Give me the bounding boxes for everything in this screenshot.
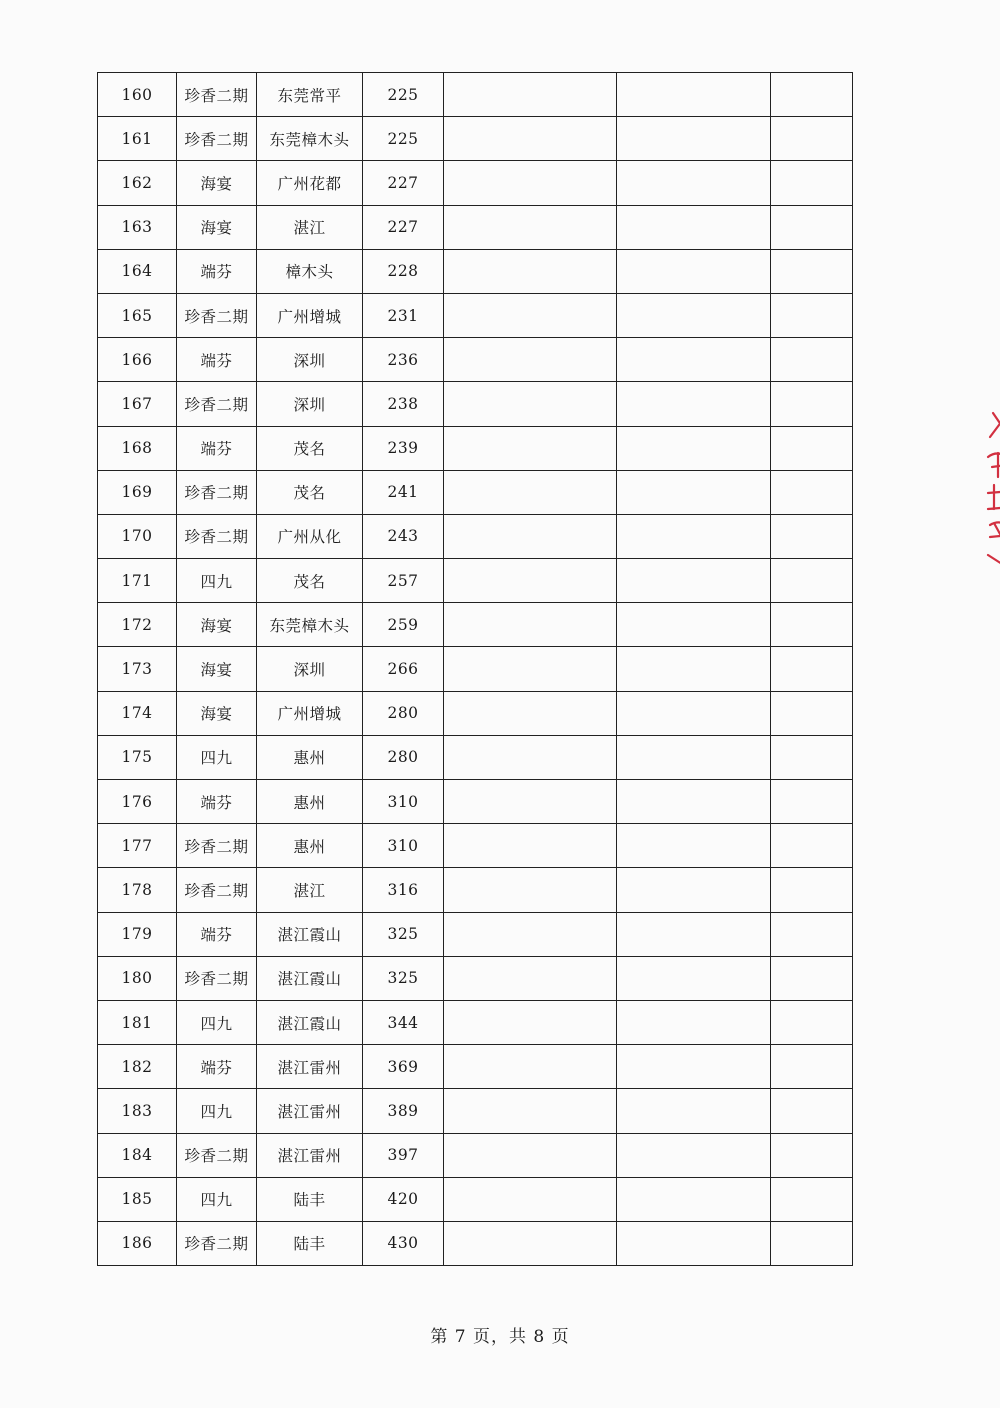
variety-cell: 海宴 xyxy=(177,603,257,647)
empty-cell-2 xyxy=(617,426,771,470)
row-number-cell: 176 xyxy=(98,780,177,824)
table-row xyxy=(98,1133,853,1177)
variety-cell: 端芬 xyxy=(177,1045,257,1089)
empty-cell-1 xyxy=(444,824,617,868)
variety-cell: 四九 xyxy=(177,559,257,603)
table-row xyxy=(98,559,853,603)
data-table xyxy=(97,72,853,1266)
empty-cell-3 xyxy=(771,117,853,161)
variety-cell: 端芬 xyxy=(177,249,257,293)
table-row xyxy=(98,514,853,558)
empty-cell-2 xyxy=(617,1089,771,1133)
table-row xyxy=(98,780,853,824)
table-row xyxy=(98,338,853,382)
row-number-cell: 162 xyxy=(98,161,177,205)
row-number-cell: 169 xyxy=(98,470,177,514)
table-row xyxy=(98,1045,853,1089)
empty-cell-3 xyxy=(771,912,853,956)
empty-cell-2 xyxy=(617,1133,771,1177)
red-seal-stamp xyxy=(968,405,1000,575)
empty-cell-2 xyxy=(617,1177,771,1221)
empty-cell-3 xyxy=(771,161,853,205)
distance-cell: 316 xyxy=(363,868,444,912)
table-row xyxy=(98,647,853,691)
empty-cell-1 xyxy=(444,470,617,514)
empty-cell-2 xyxy=(617,735,771,779)
empty-cell-1 xyxy=(444,426,617,470)
distance-cell: 325 xyxy=(363,912,444,956)
distance-cell: 243 xyxy=(363,514,444,558)
table-row xyxy=(98,691,853,735)
row-number-cell: 160 xyxy=(98,73,177,117)
place-cell: 深圳 xyxy=(257,338,363,382)
empty-cell-2 xyxy=(617,956,771,1000)
row-number-cell: 165 xyxy=(98,293,177,337)
empty-cell-2 xyxy=(617,205,771,249)
place-cell: 湛江霞山 xyxy=(257,1000,363,1044)
table-body xyxy=(98,73,853,1266)
empty-cell-1 xyxy=(444,912,617,956)
row-number-cell: 185 xyxy=(98,1177,177,1221)
distance-cell: 227 xyxy=(363,161,444,205)
table-row xyxy=(98,470,853,514)
empty-cell-2 xyxy=(617,1000,771,1044)
variety-cell: 海宴 xyxy=(177,205,257,249)
distance-cell: 430 xyxy=(363,1221,444,1265)
table-row xyxy=(98,249,853,293)
empty-cell-2 xyxy=(617,1221,771,1265)
place-cell: 东莞樟木头 xyxy=(257,117,363,161)
distance-cell: 280 xyxy=(363,691,444,735)
distance-cell: 389 xyxy=(363,1089,444,1133)
variety-cell: 珍香二期 xyxy=(177,824,257,868)
variety-cell: 海宴 xyxy=(177,691,257,735)
variety-cell: 四九 xyxy=(177,1177,257,1221)
distance-cell: 225 xyxy=(363,73,444,117)
place-cell: 湛江雷州 xyxy=(257,1045,363,1089)
table-row xyxy=(98,824,853,868)
empty-cell-2 xyxy=(617,824,771,868)
row-number-cell: 161 xyxy=(98,117,177,161)
distance-cell: 280 xyxy=(363,735,444,779)
empty-cell-2 xyxy=(617,1045,771,1089)
variety-cell: 珍香二期 xyxy=(177,1221,257,1265)
distance-cell: 369 xyxy=(363,1045,444,1089)
place-cell: 湛江 xyxy=(257,868,363,912)
place-cell: 惠州 xyxy=(257,824,363,868)
row-number-cell: 171 xyxy=(98,559,177,603)
place-cell: 湛江霞山 xyxy=(257,912,363,956)
empty-cell-1 xyxy=(444,161,617,205)
table-row xyxy=(98,117,853,161)
place-cell: 茂名 xyxy=(257,470,363,514)
empty-cell-3 xyxy=(771,426,853,470)
empty-cell-2 xyxy=(617,514,771,558)
variety-cell: 珍香二期 xyxy=(177,73,257,117)
distance-cell: 259 xyxy=(363,603,444,647)
empty-cell-1 xyxy=(444,691,617,735)
place-cell: 广州花都 xyxy=(257,161,363,205)
empty-cell-2 xyxy=(617,912,771,956)
empty-cell-3 xyxy=(771,1221,853,1265)
table-row xyxy=(98,293,853,337)
empty-cell-2 xyxy=(617,559,771,603)
empty-cell-2 xyxy=(617,161,771,205)
table-row xyxy=(98,205,853,249)
distance-cell: 227 xyxy=(363,205,444,249)
row-number-cell: 186 xyxy=(98,1221,177,1265)
empty-cell-1 xyxy=(444,735,617,779)
variety-cell: 端芬 xyxy=(177,912,257,956)
empty-cell-2 xyxy=(617,780,771,824)
distance-cell: 239 xyxy=(363,426,444,470)
empty-cell-2 xyxy=(617,117,771,161)
table-row xyxy=(98,868,853,912)
empty-cell-3 xyxy=(771,1133,853,1177)
empty-cell-2 xyxy=(617,868,771,912)
empty-cell-3 xyxy=(771,1045,853,1089)
place-cell: 茂名 xyxy=(257,559,363,603)
variety-cell: 珍香二期 xyxy=(177,470,257,514)
page-number: 第 7 页，共 8 页 xyxy=(430,1327,570,1347)
row-number-cell: 172 xyxy=(98,603,177,647)
empty-cell-1 xyxy=(444,293,617,337)
place-cell: 湛江 xyxy=(257,205,363,249)
empty-cell-1 xyxy=(444,514,617,558)
empty-cell-2 xyxy=(617,293,771,337)
place-cell: 陆丰 xyxy=(257,1177,363,1221)
empty-cell-3 xyxy=(771,1089,853,1133)
empty-cell-1 xyxy=(444,205,617,249)
place-cell: 东莞常平 xyxy=(257,73,363,117)
empty-cell-2 xyxy=(617,249,771,293)
variety-cell: 珍香二期 xyxy=(177,1133,257,1177)
empty-cell-3 xyxy=(771,691,853,735)
row-number-cell: 181 xyxy=(98,1000,177,1044)
row-number-cell: 180 xyxy=(98,956,177,1000)
empty-cell-1 xyxy=(444,780,617,824)
place-cell: 广州增城 xyxy=(257,293,363,337)
row-number-cell: 184 xyxy=(98,1133,177,1177)
row-number-cell: 173 xyxy=(98,647,177,691)
empty-cell-1 xyxy=(444,956,617,1000)
table-row xyxy=(98,382,853,426)
distance-cell: 310 xyxy=(363,780,444,824)
place-cell: 惠州 xyxy=(257,780,363,824)
row-number-cell: 166 xyxy=(98,338,177,382)
distance-cell: 228 xyxy=(363,249,444,293)
empty-cell-3 xyxy=(771,824,853,868)
empty-cell-3 xyxy=(771,956,853,1000)
empty-cell-1 xyxy=(444,338,617,382)
distance-cell: 420 xyxy=(363,1177,444,1221)
place-cell: 湛江雷州 xyxy=(257,1089,363,1133)
table-row xyxy=(98,161,853,205)
place-cell: 陆丰 xyxy=(257,1221,363,1265)
variety-cell: 珍香二期 xyxy=(177,382,257,426)
empty-cell-1 xyxy=(444,1133,617,1177)
empty-cell-3 xyxy=(771,603,853,647)
row-number-cell: 178 xyxy=(98,868,177,912)
empty-cell-3 xyxy=(771,470,853,514)
table-row xyxy=(98,73,853,117)
empty-cell-2 xyxy=(617,647,771,691)
empty-cell-3 xyxy=(771,780,853,824)
empty-cell-3 xyxy=(771,205,853,249)
row-number-cell: 175 xyxy=(98,735,177,779)
table-row xyxy=(98,426,853,470)
empty-cell-2 xyxy=(617,603,771,647)
table-row xyxy=(98,1000,853,1044)
empty-cell-3 xyxy=(771,293,853,337)
empty-cell-2 xyxy=(617,691,771,735)
distance-cell: 241 xyxy=(363,470,444,514)
place-cell: 东莞樟木头 xyxy=(257,603,363,647)
empty-cell-1 xyxy=(444,868,617,912)
variety-cell: 端芬 xyxy=(177,338,257,382)
row-number-cell: 170 xyxy=(98,514,177,558)
variety-cell: 海宴 xyxy=(177,647,257,691)
empty-cell-2 xyxy=(617,470,771,514)
table-row xyxy=(98,735,853,779)
row-number-cell: 183 xyxy=(98,1089,177,1133)
empty-cell-2 xyxy=(617,338,771,382)
distance-cell: 266 xyxy=(363,647,444,691)
distance-cell: 236 xyxy=(363,338,444,382)
row-number-cell: 179 xyxy=(98,912,177,956)
place-cell: 深圳 xyxy=(257,382,363,426)
variety-cell: 端芬 xyxy=(177,426,257,470)
empty-cell-1 xyxy=(444,117,617,161)
empty-cell-3 xyxy=(771,338,853,382)
variety-cell: 四九 xyxy=(177,1000,257,1044)
empty-cell-1 xyxy=(444,1177,617,1221)
empty-cell-1 xyxy=(444,647,617,691)
distance-cell: 397 xyxy=(363,1133,444,1177)
distance-cell: 225 xyxy=(363,117,444,161)
variety-cell: 珍香二期 xyxy=(177,117,257,161)
empty-cell-1 xyxy=(444,1045,617,1089)
empty-cell-1 xyxy=(444,559,617,603)
variety-cell: 海宴 xyxy=(177,161,257,205)
place-cell: 惠州 xyxy=(257,735,363,779)
row-number-cell: 168 xyxy=(98,426,177,470)
row-number-cell: 174 xyxy=(98,691,177,735)
place-cell: 湛江雷州 xyxy=(257,1133,363,1177)
empty-cell-1 xyxy=(444,382,617,426)
empty-cell-3 xyxy=(771,1177,853,1221)
variety-cell: 珍香二期 xyxy=(177,514,257,558)
empty-cell-1 xyxy=(444,603,617,647)
variety-cell: 四九 xyxy=(177,1089,257,1133)
place-cell: 深圳 xyxy=(257,647,363,691)
empty-cell-3 xyxy=(771,735,853,779)
place-cell: 茂名 xyxy=(257,426,363,470)
data-table-container xyxy=(97,72,852,1266)
table-row xyxy=(98,1177,853,1221)
empty-cell-1 xyxy=(444,249,617,293)
place-cell: 湛江霞山 xyxy=(257,956,363,1000)
empty-cell-3 xyxy=(771,1000,853,1044)
distance-cell: 231 xyxy=(363,293,444,337)
table-row xyxy=(98,956,853,1000)
variety-cell: 四九 xyxy=(177,735,257,779)
empty-cell-3 xyxy=(771,559,853,603)
variety-cell: 珍香二期 xyxy=(177,868,257,912)
variety-cell: 端芬 xyxy=(177,780,257,824)
distance-cell: 325 xyxy=(363,956,444,1000)
empty-cell-3 xyxy=(771,382,853,426)
table-row xyxy=(98,1089,853,1133)
empty-cell-3 xyxy=(771,249,853,293)
empty-cell-1 xyxy=(444,73,617,117)
variety-cell: 珍香二期 xyxy=(177,956,257,1000)
empty-cell-1 xyxy=(444,1089,617,1133)
empty-cell-3 xyxy=(771,73,853,117)
place-cell: 广州从化 xyxy=(257,514,363,558)
empty-cell-2 xyxy=(617,73,771,117)
empty-cell-1 xyxy=(444,1000,617,1044)
row-number-cell: 182 xyxy=(98,1045,177,1089)
row-number-cell: 167 xyxy=(98,382,177,426)
place-cell: 樟木头 xyxy=(257,249,363,293)
variety-cell: 珍香二期 xyxy=(177,293,257,337)
row-number-cell: 177 xyxy=(98,824,177,868)
empty-cell-3 xyxy=(771,868,853,912)
empty-cell-3 xyxy=(771,514,853,558)
row-number-cell: 163 xyxy=(98,205,177,249)
table-row xyxy=(98,912,853,956)
place-cell: 广州增城 xyxy=(257,691,363,735)
table-row xyxy=(98,1221,853,1265)
empty-cell-1 xyxy=(444,1221,617,1265)
row-number-cell: 164 xyxy=(98,249,177,293)
distance-cell: 257 xyxy=(363,559,444,603)
empty-cell-3 xyxy=(771,647,853,691)
distance-cell: 238 xyxy=(363,382,444,426)
empty-cell-2 xyxy=(617,382,771,426)
table-row xyxy=(98,603,853,647)
distance-cell: 310 xyxy=(363,824,444,868)
distance-cell: 344 xyxy=(363,1000,444,1044)
